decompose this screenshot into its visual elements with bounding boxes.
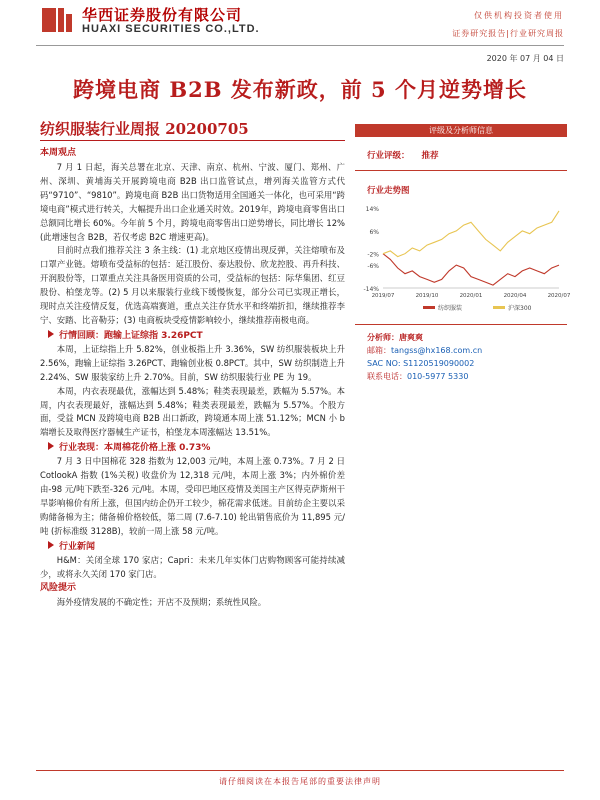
report-subtitle: 纺织服装行业周报 20200705 (40, 120, 249, 138)
sidebar-divider (355, 170, 567, 171)
triangle-bullet-icon (48, 330, 54, 338)
sidebar-divider (355, 324, 567, 325)
viewpoint-paragraph-2: 目前时点我们推荐关注 3 条主线：(1) 北京地区疫情出现反弹，关注熔喷布及口罩产业链。熔喷布受益标的包括：延江股份、泰达股份、欣龙控股、再升科技、开润股份等，口罩重点关注具备医用资质的公司，受益标的包括：际华集团、红豆股份、柏堡龙等。(2) 5 月以来服装行业线下缓慢恢复，部分公司已实现正增长，现时点关注疫情反复，优选高端赛道，重点关注存货水平和终端折扣，继续推荐李宁、安踏、比音勒芬；(3) 电商板块受疫情影响较小，继续推荐南极电商。 (40, 245, 345, 325)
report-title: 跨境电商 B2B 发布新政，前 5 个月逆势增长 (73, 77, 527, 102)
y-tick-label: -14% (363, 286, 379, 293)
industry-trend-chart (355, 202, 571, 318)
triangle-bullet-icon (48, 442, 54, 450)
company-name-cn: 华西证券股份有限公司 (82, 6, 243, 24)
market-paragraph-2: 本周，内衣表现最优，涨幅达到 5.48%；鞋类表现最差，跌幅为 5.57%。本周，内衣表现最好，涨幅达到 5.48%；鞋类表现最差，跌幅为 5.57%。个股方面，受益 MCN 及跨境电商 B2B 出口新政，跨境通本周上涨 51.12%；MCN 小 b 端增长及取得医疗器械生产证书，柏堡龙本周涨幅达 13.51%。 (40, 385, 345, 438)
header-tagline: 仅供机构投资者使用 (474, 11, 564, 20)
rating-label: 行业评级： (367, 151, 410, 161)
analyst-email[interactable]: tangss@hx168.com.cn (391, 346, 483, 355)
header-divider (36, 45, 564, 46)
legend-swatch (423, 306, 435, 309)
legend-swatch (493, 306, 505, 309)
risk-heading: 风险提示 (40, 583, 77, 594)
industry-rating (355, 149, 567, 161)
x-tick-label: 2020/07 (547, 293, 571, 299)
y-tick-label: -2% (367, 251, 379, 259)
main-content (40, 146, 345, 610)
legend-label: 纺织服装 (438, 305, 463, 312)
sac-row: SAC NO: S1120519090002 (367, 359, 475, 368)
series-line-纺织服装 (383, 254, 559, 285)
viewpoint-heading: 本周观点 (40, 148, 77, 158)
market-review-heading: 行情回顾：跑输上证综指 3.26PCT (40, 329, 345, 343)
market-paragraph-1: 本周，上证综指上升 5.82%，创业板指上升 3.36%，SW 纺织服装板块上升 2.56%，跑输上证综指 3.26PCT、跑输创业板 0.8PCT。其中，SW 纺织制造上升 2.24%、SW 服装家纺上升 2.70%。目前，SW 纺织服装行业 PE 为 19。 (40, 343, 345, 382)
x-tick-label: 2019/10 (415, 293, 439, 299)
report-date: 2020 年 07 月 04 日 (486, 54, 564, 63)
analyst-info (355, 331, 567, 383)
x-tick-label: 2020/01 (459, 293, 483, 299)
y-tick-label: 6% (369, 228, 379, 236)
email-row: 邮箱：tangss@hx168.com.cn (367, 346, 483, 355)
y-tick-label: -6% (367, 263, 379, 271)
x-tick-label: 2020/04 (503, 293, 527, 299)
subtitle-underline (40, 140, 345, 141)
x-tick-label: 2019/07 (371, 293, 395, 299)
legend-label: 沪深300 (508, 305, 532, 312)
industry-performance-heading: 行业表现：本周棉花价格上涨 0.73% (40, 441, 345, 455)
industry-news-heading: 行业新闻 (40, 540, 345, 554)
series-line-沪深300 (383, 211, 559, 257)
analyst-row: 分析师：唐爽爽 (367, 333, 423, 342)
trend-chart-title: 行业走势图 (367, 186, 410, 196)
y-tick-label: 14% (365, 206, 379, 213)
sidebar (355, 124, 571, 383)
industry-paragraph: 7 月 3 日中国棉花 328 指数为 12,003 元/吨，本周上涨 0.73%。7 月 2 日 CotlookA 指数 (1%关税) 收盘价为 12,318 元/吨，本周上涨 3%；内外棉价差由-98 元/吨下跌至-326 元/吨。本周，受印巴地区疫情及美国主产区得克萨斯州干旱影响棉价有所上涨，但国内纺企仍开工较少，棉花需求低迷。目前纺企主要以采购储备棉为主；储备棉价格较低，第二周 (7.6-7.10) 轮出销售底价为 11,895 元/吨 (折标准级 3128B)，较前一周上涨 58 元/吨。 (40, 456, 345, 536)
risk-paragraph: 海外疫情发展的不确定性；开店不及预期；系统性风险。 (56, 597, 267, 608)
legal-notice: 请仔细阅读在本报告尾部的重要法律声明 (219, 777, 381, 786)
news-paragraph: H&M：关闭全球 170 家店；Capri：未来几年实体门店购物顾客可能持续减少，或将永久关闭 170 家门店。 (40, 554, 345, 579)
viewpoint-paragraph-1: 7 月 1 日起，海关总署在北京、天津、南京、杭州、宁波、厦门、郑州、广州、深圳、黄埔海关开展跨境电商 B2B 出口监管试点，增列海关监管方式代码“9710”、“9810”。跨境电商 B2B 出口货物适用全国通关一体化，也可采用“跨境电商”模式进行转关，大幅提升出口企业通关时效。2019年，跨境电商零售出口总额同比增长 60%。今年前 5 个月，跨境电商零售出口逆势增长，同比增长 12%(此增速包含 B2B，若仅考虑 B2C 增速更高)。 (40, 162, 345, 242)
rating-value: 推荐 (421, 151, 439, 161)
company-name-en: HUAXI SECURITIES CO.,LTD. (82, 23, 260, 35)
phone-row: 联系电话：010-5977 5330 (367, 372, 469, 381)
company-logo (40, 6, 76, 34)
footer-divider (36, 770, 564, 771)
header-category: 证券研究报告|行业研究周报 (452, 29, 564, 38)
sidebar-title: 评级及分析师信息 (355, 124, 567, 137)
triangle-bullet-icon (48, 541, 54, 549)
